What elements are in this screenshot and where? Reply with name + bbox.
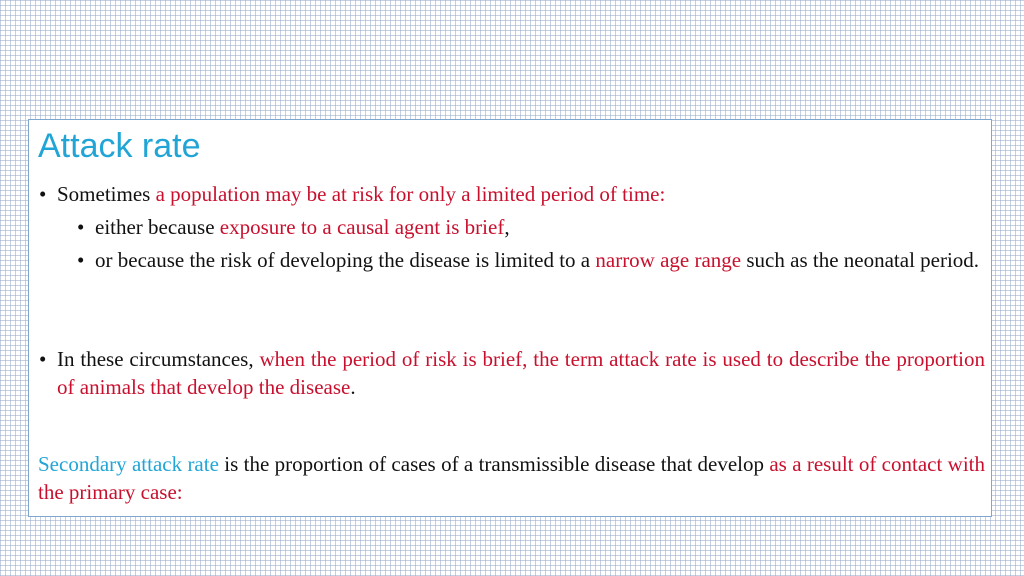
sub-bullet-highlight: exposure to a causal agent is brief [219,215,505,239]
bullet-highlight: when the period of risk is brief, the term attack rate is used to describe the proportion of animals that develop the disease [57,347,985,399]
sub-bullet-exposure [77,213,985,241]
bullet-item-circumstances [39,345,985,401]
bullet-text: In these circumstances, [57,347,260,371]
secondary-attack-rate-paragraph [38,450,985,506]
sub-bullet-marker: • [77,215,85,239]
sub-bullet-age-range [77,246,985,274]
bullet-marker: • [39,347,47,371]
secondary-term: Secondary attack rate [38,452,219,476]
sub-bullet-marker: • [77,248,85,272]
bullet-marker: • [39,182,47,206]
slide-title: Attack rate [38,127,201,165]
sub-bullet-highlight: narrow age range [595,248,742,272]
sub-bullet-suffix: such as the neonatal period. [741,248,980,272]
bullet-item-sometimes [39,180,987,208]
secondary-text: is the proportion of cases of a transmissible disease that develop [218,452,770,476]
sub-bullet-suffix: , [504,215,510,239]
slide-content-panel [28,119,992,517]
bullet-highlight: a population may be at risk for only a limited period of time: [155,182,666,206]
bullet-suffix: . [350,375,356,399]
sub-bullet-text: either because [95,215,220,239]
secondary-highlight: as a result of contact with the primary case: [38,452,985,504]
bullet-text: Sometimes [57,182,156,206]
sub-bullet-text: or because the risk of developing the disease is limited to a [95,248,596,272]
